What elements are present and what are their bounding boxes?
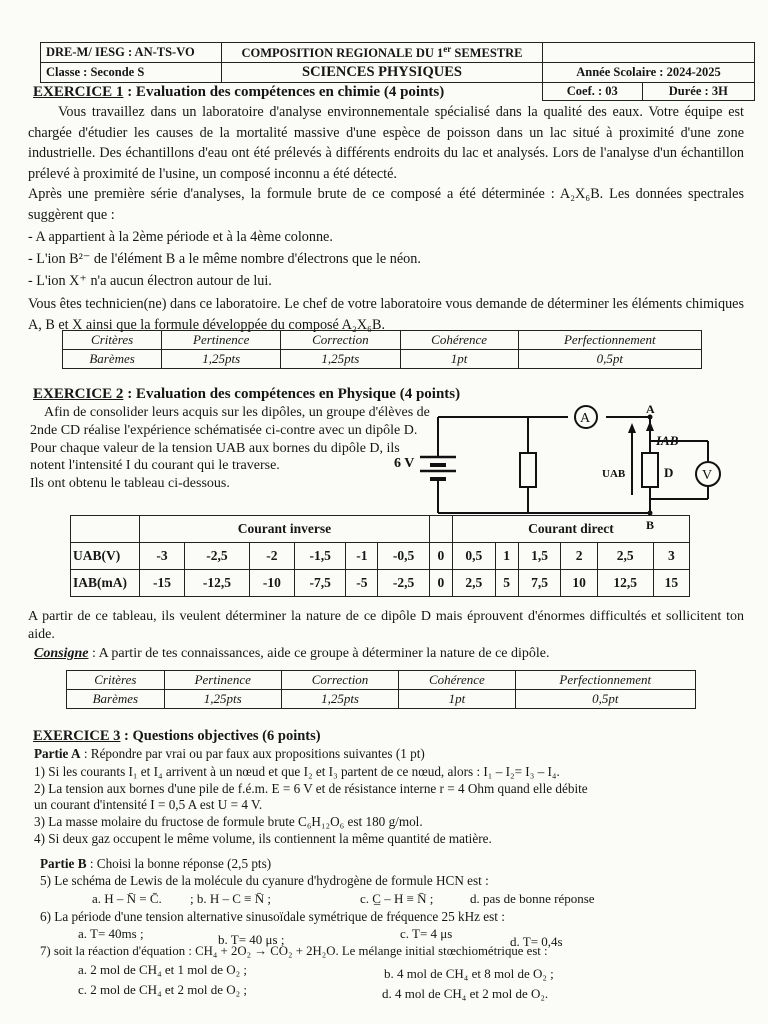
measurements-table [70,515,690,597]
ex3-q5-option-d: d. pas de bonne réponse [470,891,595,906]
ex1-formula-paragraph: Après une première série d'analyses, la formule brute de ce composé a été déterminée : A₂X₆B. Les données spectrales suggèrent que : [28,186,744,223]
ex1-context: Vous travaillez dans un laboratoire d'analyse environnementale spécialisé dans la qualité des eaux. Votre équipe est chargée d'étudier les causes de la mortalité massive d'une espèce de poisson dans un lac situé à proximité d'une zone industrielle. Des échantillons d'eau ont été prélevés à différents endroits du lac et analysés. Lors de l'analyse d'un échantillon prélevé à proximité de l'usine, un composé inconnu a été détecté. [28,104,744,182]
direct-current-header: Courant direct [452,516,689,543]
class-cell: Classe : Seconde S [41,63,222,83]
ex1-data-b: - L'ion B²⁻ de l'élément B a le même nombre d'électrons que le néon. [28,251,421,267]
ex2-title: EXERCICE 2 : Evaluation des compétences en Physique (4 points) [33,386,461,402]
ex2-consigne: Consigne : A partir de tes connaissances, aide ce groupe à déterminer la nature de ce dipôle. [34,646,550,661]
current-label: IAB [656,433,679,448]
ex2-criteria-table: Critères Pertinence Correction Cohérence Perfectionnement Barèmes 1,25pts 1,25pts 1pt 0,5pt [66,670,696,709]
ex3-q7-option-c: c. 2 mol de CH₄ et 2 mol de O₂ ; [78,982,248,997]
ex3-q6-option-b: b. T= 40 μs ; [218,932,285,947]
ex1-data-a: - A appartient à la 2ème période et à la 4ème colonne. [28,229,333,245]
ex1-criteria-table: Critères Pertinence Correction Cohérence Perfectionnement Barèmes 1,25pts 1,25pts 1pt 0,5pt [62,330,702,369]
node-b-label: B [646,518,655,530]
ex3-q1: 1) Si les courants I₁ et I₄ arrivent à un nœud et que I₂ et I₃ partent de ce nœud, alors : I₁ – I₂= I₃ – I₄. [34,764,560,779]
ex3-q6: 6) La période d'une tension alternative sinusoïdale symétrique de fréquence 25 kHz est : [40,909,505,924]
ex3-q4: 4) Si deux gaz occupent le même volume, ils contiennent la même quantité de matière. [34,831,492,846]
ex3-q5: 5) Le schéma de Lewis de la molécule du cyanure d'hydrogène de formule HCN est : [40,873,489,888]
ex2-problem: A partir de ce tableau, ils veulent déterminer la nature de ce dipôle D mais éprouvent d'énormes difficultés et sollicitent ton aide. [28,609,744,642]
ammeter-label: A [580,411,591,426]
school-cell: DRE-M/ IESG : AN-TS-VO [41,43,222,63]
ex3-q7-option-d: d. 4 mol de CH₄ et 2 mol de O₂. [382,986,549,1001]
year-cell: Année Scolaire : 2024-2025 [543,63,755,83]
circuit-diagram [390,405,750,530]
table-row-u: UAB(V) -3 -2,5 -2 -1,5 -1 -0,5 0 0,5 1 1,5 2 2,5 3 [71,543,690,570]
ex3-q7: 7) soit la réaction d'équation : CH₄ + 2O₂ → CO₂ + 2H₂O. Le mélange initial stœchiométrique est : [40,944,548,958]
battery-icon [420,457,456,479]
ex3-q7-option-b: b. 4 mol de CH₄ et 8 mol de O₂ ; [384,966,554,981]
table-row-i: IAB(mA) -15 -12,5 -10 -7,5 -5 -2,5 0 2,5 5 7,5 10 12,5 15 [71,570,690,597]
dipole-label: D [664,465,674,480]
ex3-part-a: Partie A : Répondre par vrai ou par faux aux propositions suivantes (1 pt) [34,746,425,761]
ex3-q5-option-a: a. H – N̄ = C̄. [92,891,162,906]
ex3-part-b: Partie B : Choisi la bonne réponse (2,5 pts) [40,856,272,871]
duration-cell: Durée : 3H [642,83,754,101]
ex1-task: Vous êtes technicien(ne) dans ce laboratoire. Le chef de votre laboratoire vous demande de déterminer les éléments chimiques A, B et X ainsi que la formule développée du composé A₂X₆B. [28,296,744,333]
ex3-q6-option-c: c. T= 4 μs [400,926,453,941]
ex3-q2: 2) La tension aux bornes d'une pile de f.é.m. E = 6 V et de résistance interne r = 4 Ohm quand elle débite [34,781,588,796]
ex1-data-x: - L'ion X⁺ n'a aucun électron autour de lui. [28,273,272,289]
ex2-context: Afin de consolider leurs acquis sur les dipôles, un groupe d'élèves de 2nde CD réalise l'expérience schématisée ci-contre avec un dipôle D. Pour chaque valeur de la tension UAB aux bornes du dipôle D, ils notent l'intensité I du courant qui le traverse. Ils ont obtenu le tableau ci-dessous. [30,405,430,492]
battery-voltage-label: 6 V [394,456,415,471]
ex3-q5-option-b: ; b. H – C ≡ N̄ ; [190,891,272,906]
voltmeter-label: V [702,468,713,483]
ex3-q5-option-c: c. C̲ – H ≡ N̄ ; [360,891,434,906]
ex1-title: EXERCICE 1 : Evaluation des compétences en chimie (4 points) [33,84,445,100]
subject-cell: SCIENCES PHYSIQUES [222,63,543,83]
ex3-title: EXERCICE 3 : Questions objectives (6 points) [33,728,321,744]
ex3-q7-option-a: a. 2 mol de CH₄ et 1 mol de O₂ ; [78,962,248,977]
ex3-q2-cont: un courant d'intensité I = 0,5 A est U = 4 V. [34,797,263,812]
ex3-q6-option-d: d. T= 0,4s [510,934,563,949]
tension-label: UAB [602,468,626,480]
composition-cell: COMPOSITION REGIONALE DU 1er SEMESTRE [222,43,543,63]
coef-cell: Coef. : 03 [543,83,643,101]
ex3-q3: 3) La masse molaire du fructose de formule brute C₆H₁₂O₆ est 180 g/mol. [34,814,423,829]
inverse-current-header: Courant inverse [140,516,430,543]
ex3-q6-option-a: a. T= 40ms ; [78,926,144,941]
node-a-label: A [646,405,655,416]
